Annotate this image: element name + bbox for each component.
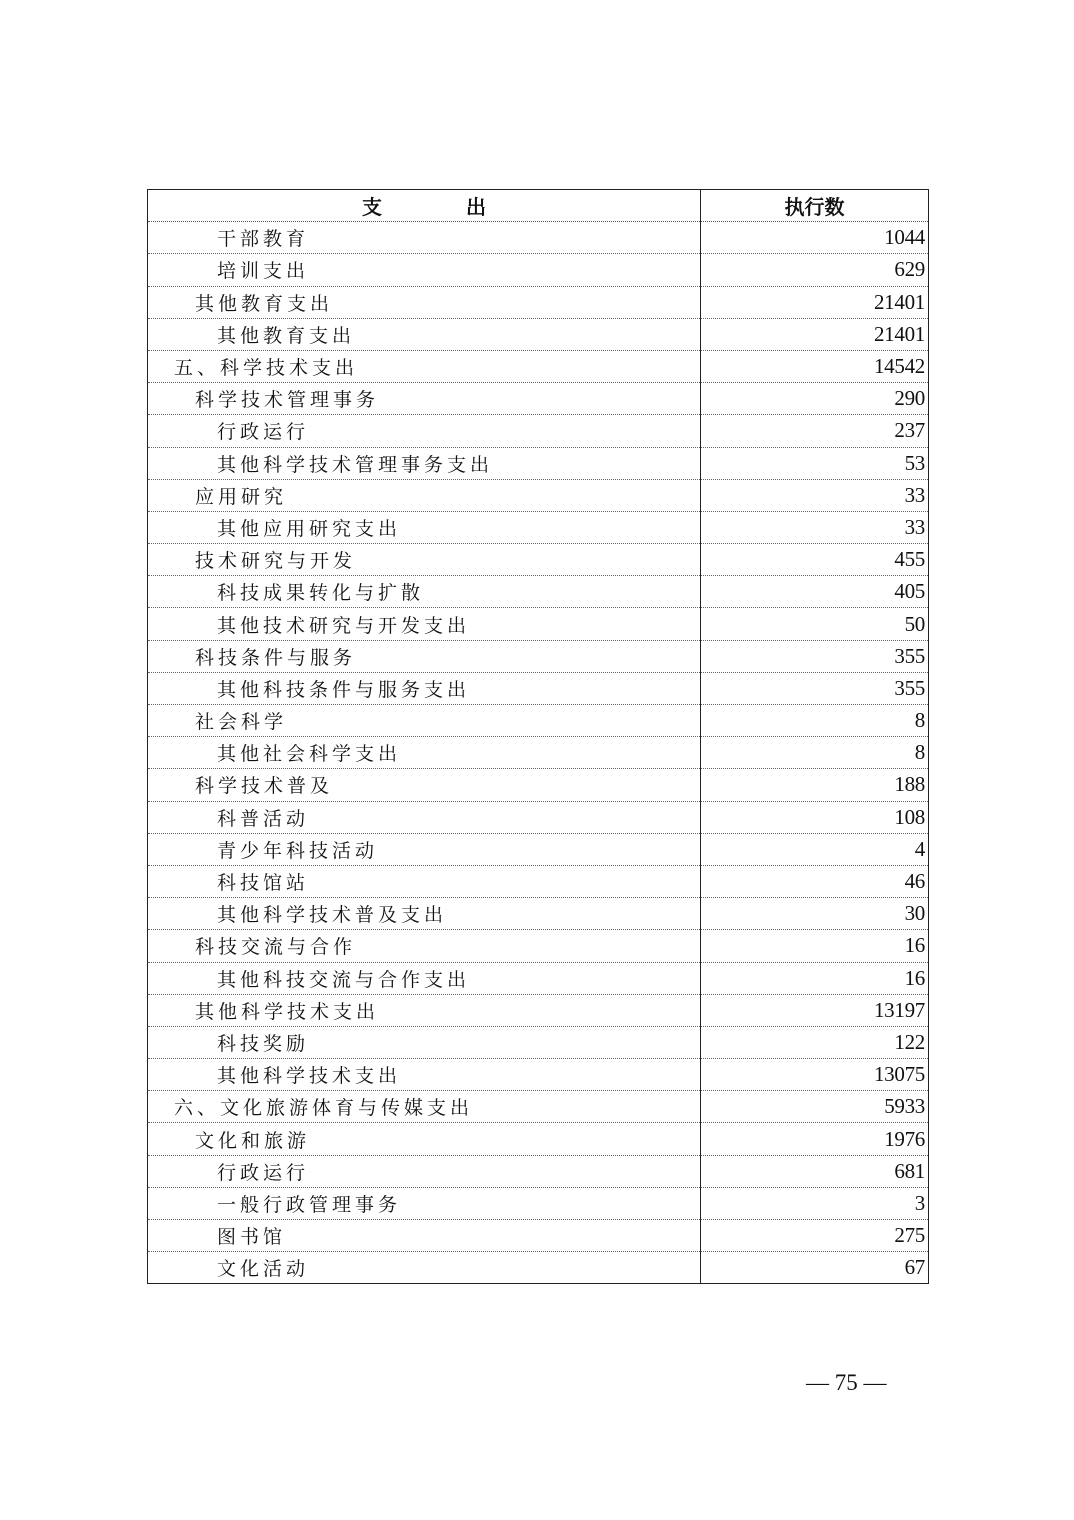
row-item-name: 科技条件与服务 [148, 640, 701, 672]
table-row [148, 222, 929, 254]
row-item-name: 其他应用研究支出 [148, 511, 701, 543]
row-item-name: 五、科学技术支出 [148, 350, 701, 382]
header-expenditure-part2: 出 [466, 195, 486, 220]
expenditure-table [147, 189, 929, 1284]
table-row [148, 1155, 929, 1187]
row-item-name: 其他科学技术普及支出 [148, 898, 701, 930]
table-row [148, 1123, 929, 1155]
row-item-name: 其他教育支出 [148, 318, 701, 350]
table-row [148, 898, 929, 930]
table-row [148, 350, 929, 382]
row-item-name: 培训支出 [148, 254, 701, 286]
table-row [148, 608, 929, 640]
table-row [148, 511, 929, 543]
row-item-name: 文化活动 [148, 1252, 701, 1284]
row-item-value: 290 [701, 383, 929, 415]
row-item-value: 1976 [701, 1123, 929, 1155]
row-item-name: 其他科学技术支出 [148, 1059, 701, 1091]
table-header-row [148, 190, 929, 222]
table-row [148, 254, 929, 286]
row-item-value: 21401 [701, 286, 929, 318]
row-item-value: 237 [701, 415, 929, 447]
row-item-name: 科技奖励 [148, 1026, 701, 1058]
row-item-name: 六、文化旅游体育与传媒支出 [148, 1091, 701, 1123]
row-item-value: 355 [701, 640, 929, 672]
row-item-value: 5933 [701, 1091, 929, 1123]
header-executed-amount: 执行数 [701, 190, 929, 222]
table-row [148, 415, 929, 447]
table-row [148, 1220, 929, 1252]
page-number: — 75 — [806, 1370, 887, 1395]
row-item-value: 30 [701, 898, 929, 930]
row-item-value: 188 [701, 769, 929, 801]
row-item-value: 50 [701, 608, 929, 640]
row-item-value: 629 [701, 254, 929, 286]
row-item-value: 4 [701, 833, 929, 865]
row-item-value: 16 [701, 930, 929, 962]
row-item-value: 21401 [701, 318, 929, 350]
row-item-name: 其他科技交流与合作支出 [148, 962, 701, 994]
row-item-value: 33 [701, 479, 929, 511]
table-row [148, 286, 929, 318]
row-item-value: 53 [701, 447, 929, 479]
row-item-name: 科普活动 [148, 801, 701, 833]
row-item-name: 行政运行 [148, 1155, 701, 1187]
row-item-name: 一般行政管理事务 [148, 1187, 701, 1219]
row-item-value: 67 [701, 1252, 929, 1284]
table-row [148, 737, 929, 769]
row-item-value: 13197 [701, 994, 929, 1026]
row-item-name: 其他科技条件与服务支出 [148, 672, 701, 704]
table-row [148, 318, 929, 350]
row-item-name: 干部教育 [148, 222, 701, 254]
table-row [148, 1091, 929, 1123]
row-item-value: 355 [701, 672, 929, 704]
row-item-value: 13075 [701, 1059, 929, 1091]
table-row [148, 833, 929, 865]
row-item-value: 275 [701, 1220, 929, 1252]
row-item-name: 社会科学 [148, 705, 701, 737]
table-row [148, 544, 929, 576]
row-item-name: 科技交流与合作 [148, 930, 701, 962]
row-item-name: 科技成果转化与扩散 [148, 576, 701, 608]
row-item-value: 108 [701, 801, 929, 833]
row-item-name: 其他社会科学支出 [148, 737, 701, 769]
table-row [148, 576, 929, 608]
table-body [148, 222, 929, 1284]
table-row [148, 479, 929, 511]
row-item-name: 技术研究与开发 [148, 544, 701, 576]
table-row [148, 1252, 929, 1284]
table-row [148, 640, 929, 672]
row-item-value: 14542 [701, 350, 929, 382]
table-row [148, 1059, 929, 1091]
row-item-value: 46 [701, 865, 929, 897]
row-item-name: 其他技术研究与开发支出 [148, 608, 701, 640]
row-item-value: 1044 [701, 222, 929, 254]
table-row [148, 383, 929, 415]
table-row [148, 769, 929, 801]
table-row [148, 447, 929, 479]
row-item-value: 122 [701, 1026, 929, 1058]
row-item-name: 应用研究 [148, 479, 701, 511]
row-item-name: 科学技术管理事务 [148, 383, 701, 415]
row-item-value: 405 [701, 576, 929, 608]
row-item-value: 681 [701, 1155, 929, 1187]
row-item-name: 文化和旅游 [148, 1123, 701, 1155]
row-item-value: 3 [701, 1187, 929, 1219]
row-item-name: 图书馆 [148, 1220, 701, 1252]
table-row [148, 672, 929, 704]
row-item-name: 科学技术普及 [148, 769, 701, 801]
table-row [148, 930, 929, 962]
table-row [148, 705, 929, 737]
table-row [148, 865, 929, 897]
row-item-name: 青少年科技活动 [148, 833, 701, 865]
table-row [148, 994, 929, 1026]
row-item-value: 8 [701, 705, 929, 737]
header-expenditure-part1: 支 [362, 195, 382, 220]
row-item-value: 455 [701, 544, 929, 576]
row-item-name: 其他科学技术支出 [148, 994, 701, 1026]
table-row [148, 1026, 929, 1058]
table-row [148, 1187, 929, 1219]
row-item-value: 8 [701, 737, 929, 769]
header-expenditure [148, 190, 701, 222]
row-item-name: 其他科学技术管理事务支出 [148, 447, 701, 479]
row-item-name: 科技馆站 [148, 865, 701, 897]
table-row [148, 962, 929, 994]
row-item-value: 16 [701, 962, 929, 994]
row-item-value: 33 [701, 511, 929, 543]
row-item-name: 行政运行 [148, 415, 701, 447]
table-row [148, 801, 929, 833]
row-item-name: 其他教育支出 [148, 286, 701, 318]
